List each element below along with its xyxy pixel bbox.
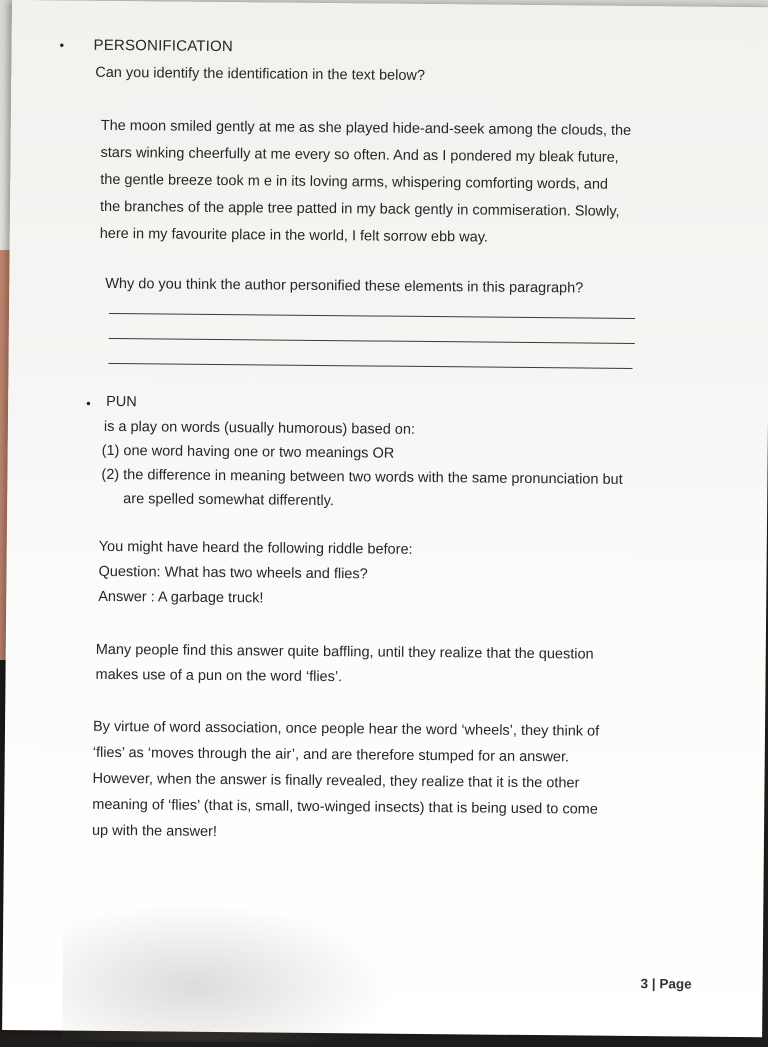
pun-definition-line: (1) one word having one or two meanings OR (101, 442, 395, 462)
personification-question: Why do you think the author personified these elements in this paragraph? (105, 275, 584, 297)
answer-line[interactable] (109, 338, 635, 344)
passage-line: The moon smiled gently at me as she played hide-and-seek among the clouds, the (100, 117, 632, 139)
pun-heading: PUN (106, 393, 137, 411)
passage-line: the branches of the apple tree patted in my back gently in commiseration. Slowly, (99, 198, 620, 220)
paragraph-line: However, when the answer is finally revealed, they realize that it is the other (92, 770, 580, 792)
answer-line[interactable] (109, 363, 633, 369)
riddle-line: Question: What has two wheels and flies? (98, 563, 368, 583)
pun-definition-line: is a play on words (usually humorous) based on: (103, 418, 416, 438)
paragraph-line: By virtue of word association, once people hear the word ‘wheels’, they think of (92, 718, 600, 740)
pun-definition-line: are spelled somewhat differently. (123, 491, 334, 510)
personification-heading: PERSONIFICATION (93, 36, 234, 56)
riddle-line: Answer : A garbage truck! (98, 588, 264, 607)
passage-line: here in my favourite place in the world, I felt sorrow ebb way. (99, 225, 489, 246)
paragraph-line: meaning of ‘flies’ (that is, small, two-winged insects) that is being used to come (92, 796, 598, 818)
document-page (2, 0, 768, 1037)
paragraph-line: Many people find this answer quite baffling, until they realize that the question (95, 641, 594, 663)
riddle-line: You might have heard the following riddle before: (98, 538, 413, 558)
personification-bullet: • (59, 37, 65, 53)
passage-line: stars winking cheerfully at me every so often. And as I pondered my bleak future, (100, 144, 619, 166)
page-content (2, 0, 768, 1037)
personification-prompt: Can you identify the identification in the text below? (95, 64, 426, 84)
page-number: 3 | Page (640, 976, 692, 992)
paragraph-line: up with the answer! (91, 822, 218, 841)
pun-bullet: • (86, 395, 91, 411)
answer-line[interactable] (109, 313, 635, 319)
pun-definition-line: (2) the difference in meaning between two words with the same pronunciation but (101, 466, 623, 488)
paragraph-line: makes use of a pun on the word ‘flies’. (95, 666, 343, 686)
paragraph-line: ‘flies’ as ‘moves through the air’, and are therefore stumped for an answer. (92, 744, 570, 766)
passage-line: the gentle breeze took m e in its loving arms, whispering comforting words, and (100, 171, 609, 193)
